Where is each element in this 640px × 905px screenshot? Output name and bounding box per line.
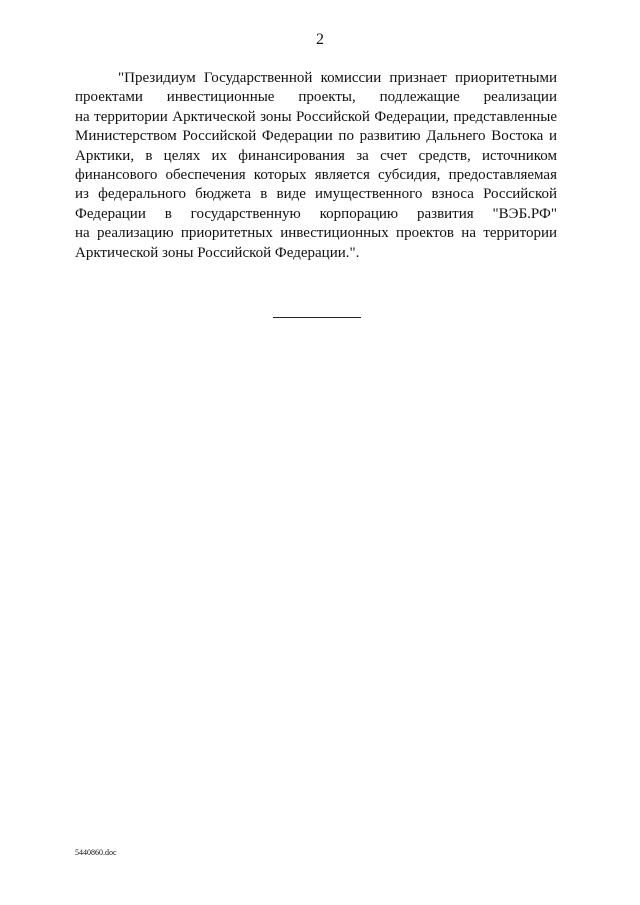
body-paragraph bbox=[75, 69, 557, 263]
paragraph-line: Министерством Российской Федерации по развитию Дальнего Востока и bbox=[75, 128, 557, 145]
paragraph-line: Арктической зоны Российской Федерации.". bbox=[75, 244, 360, 261]
paragraph-line: "Президиум Государственной комиссии признает приоритетными bbox=[118, 70, 557, 86]
document-file-reference: 5440860.doc bbox=[75, 848, 117, 857]
paragraph-line: из федерального бюджета в виде имущественного взноса Российской bbox=[75, 186, 557, 203]
paragraph-line: Арктики, в целях их финансирования за счет средств, источником bbox=[75, 147, 557, 164]
paragraph-line: Федерации в государственную корпорацию развития "ВЭБ.РФ" bbox=[75, 205, 557, 222]
paragraph-line: на реализацию приоритетных инвестиционных проектов на территории bbox=[75, 225, 557, 242]
end-of-text-rule bbox=[273, 317, 361, 318]
paragraph-line: финансового обеспечения которых является субсидия, предоставляемая bbox=[75, 167, 557, 184]
paragraph-line: на территории Арктической зоны Российской Федерации, представленные bbox=[75, 108, 557, 125]
paragraph-line: проектами инвестиционные проекты, подлежащие реализации bbox=[75, 89, 557, 106]
page-number: 2 bbox=[316, 31, 324, 48]
